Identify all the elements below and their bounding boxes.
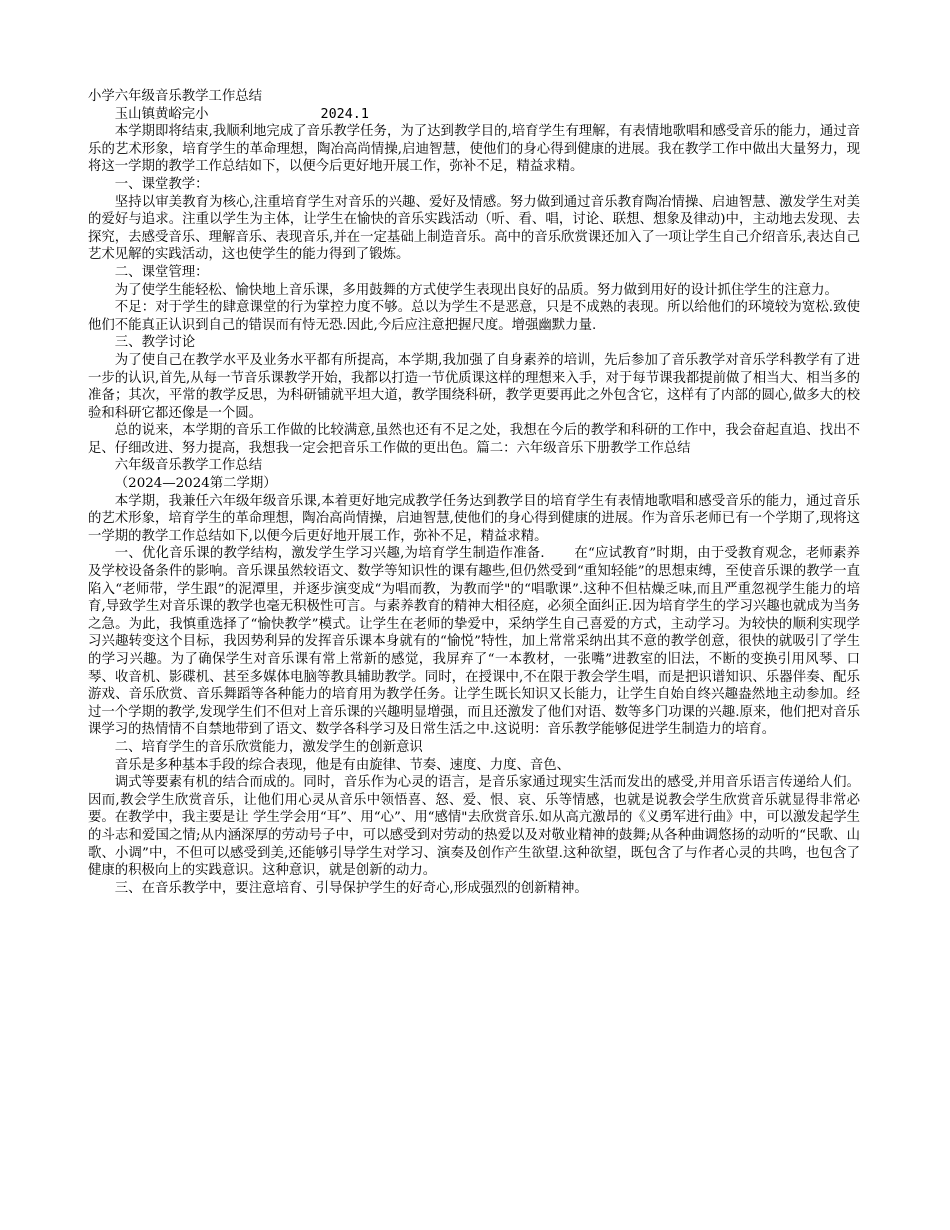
section-heading: 二、课堂管理： bbox=[114, 264, 209, 280]
paragraph: 为了使自己在教学水平及业务水平都有所提高，本学期,我加强了自身素养的培训，先后参加了音乐教学对音乐学科教学有了进一步的认识,首先,从每一节音乐课教学开始，我都以打造一节优质课这样的理想来入手，对于每节课我都提前做了相当大、相当多的准备；其次，平常的教学反思，为科研铺就平坦大道，教学围绕科研，教学更要再此之外包含它，这样有了内部的圆心,做多大的校验和科研它都还像是一个圆。 bbox=[88, 352, 860, 421]
section-heading: 二、培育学生的音乐欣赏能力，激发学生的创新意识 bbox=[114, 739, 423, 755]
paragraph: 音乐是多种基本手段的综合表现，他是有由旋律、节奏、速度、力度、音色、 bbox=[114, 757, 571, 773]
paragraph: 调式等要素有机的结合而成的。同时，音乐作为心灵的语言，是音乐家通过现实生活而发出的感受,并用音乐语言传递给人们。因而,教会学生欣赏音乐，让他们用心灵从音乐中领悟喜、怒、爱、恨、哀、乐等情感，也就是说教会学生欣赏音乐就显得非常必要。在教学中，我主要是让 学生学会用“耳”、用“心”、用“感情"去欣赏音乐.如从高亢激昂的《义勇军进行曲》中，可以激发起学生的斗志和爱国之情;从内涵深厚的劳动号子中，可以感受到对劳动的热爱以及对敬业精神的鼓舞;从各种曲调悠扬的动听的“民歌、山歌、小调”中，不但可以感受到美,还能够引导学生对学习、演奏及创作产生欲望.这种欲望，既包含了与作者心灵的共鸣，也包含了健康的积极向上的实践意识。这种意识，就是创新的动力。 bbox=[88, 775, 860, 879]
paragraph: 本学期，我兼任六年级年级音乐课,本着更好地完成教学任务达到教学目的培育学生有表情地歌唱和感受音乐的能力，通过音乐的艺术形象，培育学生的革命理想，陶冶高尚情操，启迪智慧,使他们的身心得到健康的进展。作为音乐老师已有一个学期了,现将这一学期的教学工作总结如下,以便今后更好地开展工作，弥补不足，精益求精。 bbox=[88, 493, 860, 544]
school-name: 玉山镇黄峪完小 bbox=[114, 106, 209, 122]
document-date: 2024.1 bbox=[320, 106, 369, 122]
paragraph: 总的说来，本学期的音乐工作做的比较满意,虽然也还有不足之处，我想在今后的教学和科研的工作中，我会奋起直追、找出不足、仔细改进、努力提高，我想我一定会把音乐工作做的更出色。篇二：六年级音乐下册教学工作总结 bbox=[88, 423, 860, 456]
document-title: 小学六年级音乐教学工作总结 bbox=[88, 89, 263, 104]
paragraph: 坚持以审美教育为核心,注重培育学生对音乐的兴趣、爱好及情感。努力做到通过音乐教育陶冶情操、启迪智慧、激发学生对美的爱好与追求。注重以学生为主体，让学生在愉快的音乐实践活动（听、看、唱，讨论、联想、想象及律动)中，主动地去发现、去探究，去感受音乐、理解音乐、表现音乐,并在一定基础上制造音乐。高中的音乐欣赏课还加入了一项让学生自己介绍音乐,表达自己艺术见解的实践活动，这也使学生的能力得到了锻炼。 bbox=[88, 194, 860, 263]
section-heading: 三、教学讨论 bbox=[114, 335, 196, 351]
paragraph: 一、优化音乐课的教学结构，激发学生学习兴趣,为培育学生制造作准备． 在“应试教育”时期，由于受教育观念，老师素养及学校设备条件的影响。音乐课虽然较语文、数学等知识性的课有趣些,但仍然受到“重知轻能”的思想束缚，至使音乐课的教学一直陷入“老师带，学生跟”的泥潭里，并逐步演变成“为唱而教，为教而学"的“唱歌课”.这种不但枯燥乏味,而且严重忽视学生能力的培育,导致学生对音乐课的教学也毫无积极性可言。与素养教育的精神大相径庭，必须全面纠正.因为培育学生的学习兴趣也就成为当务之急。为此，我慎重选择了“愉快教学”模式。让学生在老师的挚爱中，采纳学生自己喜爱的方式，主动学习。为较快的顺利实现学习兴趣转变这个目标，我因势利异的发挥音乐课本身就有的“愉悦”特性，加上常常采纳出其不意的教学创意，很快的就吸引了学生的学习兴趣。为了确保学生对音乐课有常上常新的感觉，我屏弃了“一本教材，一张嘴”进教室的旧法，不断的变换引用风琴、口琴、收音机、影碟机、甚至多媒体电脑等教具辅助教学。同时，在授课中,不在限于教会学生唱，而是把识谱知识、乐器伴奏、配乐游戏、音乐欣赏、音乐舞蹈等各种能力的培育用为教学任务。让学生既长知识又长能力，让学生自始自终兴趣盎然地主动参加。经过一个学期的教学,发现学生们不但对上音乐课的兴趣明显增强，而且还激发了他们对语、数等多门功课的兴趣.原来，他们把对音乐课学习的热情情不自禁地带到了语文、数学各科学习及日常生活之中.这说明：音乐教学能够促进学生制造力的培育。 bbox=[88, 546, 860, 738]
paragraph: 为了使学生能轻松、愉快地上音乐课，多用鼓舞的方式使学生表现出良好的品质。努力做到用好的设计抓住学生的注意力。 bbox=[114, 282, 838, 298]
section-heading: 一、课堂教学： bbox=[114, 176, 209, 192]
term-line: （2024—2024第二学期） bbox=[114, 476, 277, 492]
document-page bbox=[88, 88, 860, 897]
paragraph: 本学期即将结束,我顺利地完成了音乐教学任务，为了达到教学目的,培育学生有理解，有表情地歌唱和感受音乐的能力，通过音乐的艺术形象，培育学生的革命理想，陶冶高尚情操,启迪智慧，使他们的身心得到健康的进展。我在教学工作中做出大量努力，现将这一学期的教学工作总结如下，以便今后更好地开展工作，弥补不足，精益求精。 bbox=[88, 124, 860, 175]
subtitle: 六年级音乐教学工作总结 bbox=[114, 458, 263, 474]
section-heading: 三、在音乐教学中，要注意培育、引导保护学生的好奇心,形成强烈的创新精神。 bbox=[114, 880, 588, 896]
author-line bbox=[88, 106, 860, 124]
paragraph: 不足：对于学生的肆意课堂的行为掌控力度不够。总以为学生不是恶意，只是不成熟的表现。所以给他们的环境较为宽松.致使他们不能真正认识到自己的错误而有恃无恐.因此,今后应注意把握尺度。增强幽默力量. bbox=[88, 300, 860, 333]
